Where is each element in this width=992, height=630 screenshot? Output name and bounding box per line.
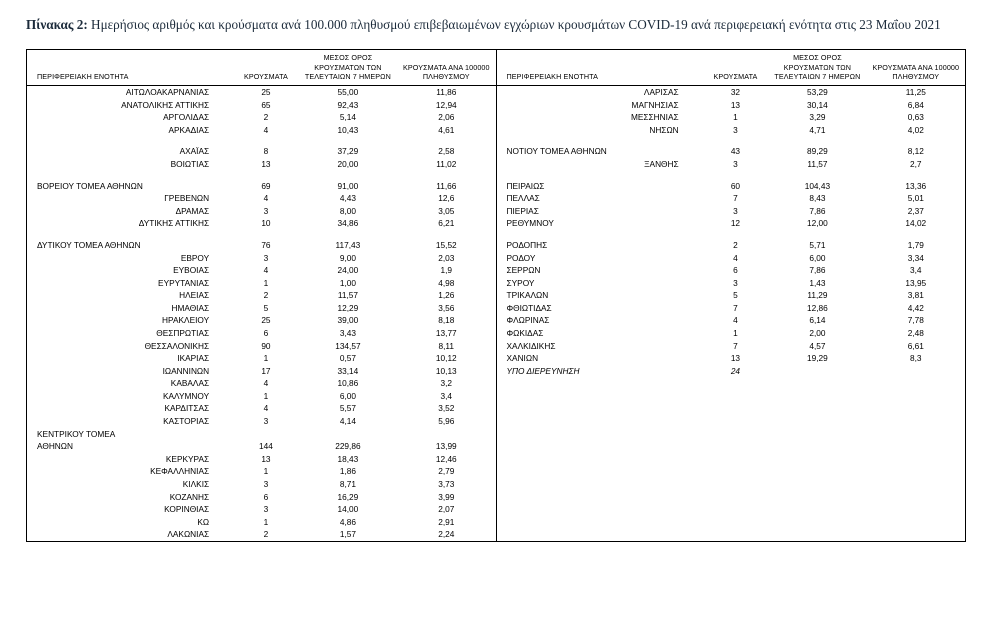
cell-region: ΑΧΑΪΑΣ [179,146,210,157]
table-row-spacer [27,136,496,145]
table-row [497,86,966,99]
cell-per100k: 10,12 [435,353,457,364]
cell-avg: 11,29 [807,290,828,301]
table-row-spacer [497,136,966,145]
cell-avg: 2,00 [809,328,826,338]
cell-avg: 4,43 [339,193,356,204]
cell-per100k: 12,6 [438,193,455,204]
cell-cases: 4 [263,124,269,135]
table-left [27,50,496,540]
table-row [27,239,496,252]
cell-region: ΜΑΓΝΗΣΙΑΣ [631,99,679,110]
table-row [27,352,496,365]
table-row [497,314,966,327]
cell-cases: 4 [263,193,269,204]
cell-cases: 2 [263,529,269,540]
cell-cases: 7 [733,193,738,204]
cell-per100k: 2,03 [438,252,455,263]
cell-cases: 8 [263,146,269,157]
cell-cases: 4 [733,252,738,263]
cell-cases: 43 [730,146,741,157]
table-row [27,453,496,466]
cell-avg: 39,00 [337,315,359,326]
cell-avg: 53,29 [807,87,828,98]
cell-avg: 10,86 [337,378,359,389]
table-row-spacer [27,230,496,239]
table-row [497,352,966,365]
table-row [27,277,496,290]
cell-region: ΛΑΚΩΝΙΑΣ [167,529,210,540]
table-row [27,289,496,302]
cell-region: ΑΡΚΑΔΙΑΣ [168,124,210,135]
cell-avg: 6,00 [809,252,826,263]
cell-avg: 16,29 [337,491,359,502]
cell-region: ΚΟΡΙΝΘΙΑΣ [164,504,210,515]
table-row [497,205,966,218]
cell-avg: 24,00 [337,265,359,276]
cell-avg: 5,14 [339,112,356,123]
cell-avg: 134,57 [335,340,361,351]
table-row [27,314,496,327]
table-row [497,99,966,112]
table-row [497,365,966,378]
cell-avg: 8,00 [339,205,356,216]
table-row [27,478,496,491]
cell-per100k: 1,9 [440,265,453,276]
cell-region: ΠΕΙΡΑΙΩΣ [506,180,545,191]
header-cases-left: ΚΡΟΥΣΜΑΤΑ [233,50,299,85]
cell-cases: 4 [263,378,269,389]
cell-per100k [867,365,965,378]
cell-cases: 3 [263,478,269,489]
cell-per100k: 13,36 [905,180,927,191]
cell-per100k: 4,02 [907,124,924,135]
cell-region: ΠΕΛΛΑΣ [506,193,540,204]
table-row [27,339,496,352]
cell-per100k: 8,11 [438,340,455,351]
cell-cases: 60 [730,180,741,191]
cell-avg: 8,43 [809,193,826,204]
cell-per100k: 13,99 [435,441,457,452]
cell-avg: 4,57 [809,340,826,351]
cell-cases: 3 [733,205,738,216]
cell-per100k: 8,12 [907,146,924,157]
cell-cases: 7 [733,340,738,351]
cell-cases: 24 [730,365,741,376]
cell-per100k: 4,42 [907,302,924,313]
cell-avg: 5,57 [339,403,356,414]
cell-cases: 6 [733,265,738,276]
cell-avg: 30,14 [807,99,828,110]
cell-avg: 8,71 [339,478,356,489]
cell-avg: 37,29 [337,146,359,157]
table-row [497,264,966,277]
cell-per100k: 1,26 [438,290,455,301]
cell-avg: 33,14 [337,365,359,376]
table-row [497,158,966,171]
cell-per100k: 3,81 [907,290,924,301]
cell-avg: 4,71 [809,124,826,135]
table-row-spacer [497,230,966,239]
table-row [27,145,496,158]
cell-cases: 13 [261,453,271,464]
cell-per100k: 2,79 [438,466,455,477]
table-row [27,264,496,277]
cell-avg [768,365,866,378]
cell-region: ΥΠΟ ΔΙΕΡΕΥΝΗΣΗ [506,365,580,376]
cell-cases: 1 [263,390,269,401]
cell-region: ΣΕΡΡΩΝ [506,265,541,276]
cell-avg: 9,00 [339,252,356,263]
cell-cases: 2 [263,112,269,123]
table-row [27,205,496,218]
cell-cases: 13 [730,99,741,110]
cell-region: ΚΩ [197,516,210,527]
cell-cases: 13 [730,353,741,364]
cell-avg: 5,71 [809,239,826,250]
header-region-left: ΠΕΡΙΦΕΡΕΙΑΚΗ ΕΝΟΤΗΤΑ [27,50,233,85]
cell-avg [299,427,397,440]
cell-avg: 11,57 [337,290,358,301]
cell-cases: 13 [261,159,271,170]
cell-cases: 76 [261,239,271,250]
cell-cases: 10 [261,218,271,229]
cell-per100k: 3,34 [907,252,924,263]
cell-region: ΔΥΤΙΚΗΣ ΑΤΤΙΚΗΣ [138,218,210,229]
cell-avg: 3,29 [809,112,826,123]
cell-per100k: 10,13 [435,365,457,376]
cell-cases: 1 [263,516,269,527]
cell-per100k: 11,02 [436,159,457,170]
cell-avg: 89,29 [807,146,828,157]
cell-avg: 55,00 [337,87,359,98]
cell-region: ΗΜΑΘΙΑΣ [171,302,210,313]
cell-cases: 1 [733,328,738,338]
table-row [497,145,966,158]
covid-cases-table [26,49,966,541]
cell-region: ΑΡΓΟΛΙΔΑΣ [163,112,210,123]
cell-avg: 4,86 [339,516,356,527]
cell-region: ΗΡΑΚΛΕΙΟΥ [162,315,210,326]
cell-region: ΗΛΕΙΑΣ [179,290,210,301]
cell-region: ΛΑΡΙΣΑΣ [643,87,679,98]
table-row [497,289,966,302]
table-row [27,503,496,516]
cell-region: ΚΕΝΤΡΙΚΟΥ ΤΟΜΕΑ [37,428,116,439]
table-row [497,192,966,205]
cell-per100k: 3,4 [440,390,453,401]
table-row-spacer [497,171,966,180]
cell-cases: 7 [733,302,738,313]
cell-cases: 3 [733,277,738,288]
table-right [497,50,966,377]
header-per100k-right: ΚΡΟΥΣΜΑΤΑ ΑΝΑ 100000 ΠΛΗΘΥΣΜΟΥ [867,50,965,85]
caption-label: Πίνακας 2: [26,17,88,32]
cell-per100k: 2,24 [438,529,455,540]
cell-region: ΔΥΤΙΚΟΥ ΤΟΜΕΑ ΑΘΗΝΩΝ [37,239,141,250]
cell-avg: 19,29 [807,353,828,364]
cell-region: ΡΟΔΟΥ [506,252,536,263]
table-row [27,365,496,378]
cell-avg: 12,86 [807,302,828,313]
cell-region: ΠΙΕΡΙΑΣ [506,205,539,216]
table-row [27,516,496,529]
cell-avg: 10,43 [337,124,359,135]
cell-per100k: 2,06 [438,112,455,123]
table-row [497,217,966,230]
cell-region: ΚΙΛΚΙΣ [182,478,210,489]
cell-per100k: 3,73 [438,478,455,489]
cell-region: ΑΘΗΝΩΝ [37,441,73,452]
header-avg-right: ΜΕΣΟΣ ΟΡΟΣ ΚΡΟΥΣΜΑΤΩΝ ΤΩΝ ΤΕΛΕΥΤΑΙΩΝ 7 ΗΜΕΡΩΝ [768,50,866,85]
cell-region: ΡΟΔΟΠΗΣ [506,239,548,250]
table-row [27,158,496,171]
cell-cases: 12 [730,218,741,229]
cell-region: ΘΕΣΣΑΛΟΝΙΚΗΣ [144,340,210,351]
cell-region: ΚΑΛΥΜΝΟΥ [162,390,210,401]
cell-avg: 7,86 [809,205,826,216]
cell-cases: 1 [263,353,269,364]
cell-region: ΤΡΙΚΑΛΩΝ [506,290,549,301]
header-avg-left: ΜΕΣΟΣ ΟΡΟΣ ΚΡΟΥΣΜΑΤΩΝ ΤΩΝ ΤΕΛΕΥΤΑΙΩΝ 7 ΗΜΕΡΩΝ [299,50,397,85]
table-row-spacer [27,171,496,180]
cell-region: ΚΑΣΤΟΡΙΑΣ [163,416,210,427]
table-row [27,111,496,124]
cell-avg: 3,43 [339,328,356,338]
table-row [27,528,496,541]
cell-per100k: 11,25 [905,87,926,98]
cell-cases: 3 [733,159,738,170]
table-row [27,440,496,453]
cell-cases: 2 [733,239,738,250]
cell-per100k: 3,2 [440,378,453,389]
cell-avg: 6,14 [809,315,826,326]
cell-per100k: 2,07 [438,504,455,515]
cell-region: ΓΡΕΒΕΝΩΝ [164,193,210,204]
cell-region: ΚΕΡΚΥΡΑΣ [165,453,210,464]
table-row [27,377,496,390]
cell-per100k: 12,94 [435,99,457,110]
table-row [27,465,496,478]
cell-avg: 12,29 [337,302,359,313]
cell-avg: 14,00 [337,504,359,515]
cell-per100k: 5,01 [907,193,924,204]
cell-region: ΑΙΤΩΛΟΑΚΑΡΝΑΝΙΑΣ [125,87,210,98]
cell-region: ΒΟΙΩΤΙΑΣ [170,159,210,170]
cell-avg: 0,57 [339,353,356,364]
cell-region: ΙΩΑΝΝΙΝΩΝ [162,365,210,376]
table-row [27,415,496,428]
cell-cases: 25 [261,315,271,326]
cell-per100k: 12,46 [435,453,457,464]
cell-cases: 144 [259,441,273,452]
cell-region: ΑΝΑΤΟΛΙΚΗΣ ΑΤΤΙΚΗΣ [121,99,210,110]
cell-avg: 229,86 [335,441,361,452]
cell-per100k: 2,58 [438,146,455,157]
cell-per100k: 15,52 [435,239,457,250]
cell-region: ΦΛΩΡΙΝΑΣ [506,315,550,326]
header-region-right: ΠΕΡΙΦΕΡΕΙΑΚΗ ΕΝΟΤΗΤΑ [497,50,703,85]
table-row [497,327,966,340]
cell-cases: 1 [263,466,269,477]
cell-cases: 5 [733,290,738,301]
cell-cases: 3 [263,504,269,515]
cell-per100k: 6,61 [907,340,924,351]
cell-avg: 6,00 [339,390,356,401]
cell-avg: 12,00 [807,218,828,229]
cell-avg: 20,00 [337,159,359,170]
cell-per100k: 4,98 [438,277,455,288]
table-row [497,239,966,252]
table-caption [26,14,966,35]
cell-per100k: 3,99 [438,491,455,502]
cell-per100k: 4,61 [438,124,455,135]
table-row [497,124,966,137]
table-right-half [496,50,965,540]
cell-avg: 4,14 [339,416,356,427]
cell-cases: 65 [261,99,271,110]
table-row [27,327,496,340]
cell-region: ΝΟΤΙΟΥ ΤΟΜΕΑ ΑΘΗΝΩΝ [506,146,607,157]
cell-avg: 7,86 [809,265,826,276]
cell-per100k: 2,7 [910,159,922,170]
cell-cases: 3 [733,124,738,135]
cell-per100k: 2,91 [438,516,455,527]
cell-region: ΚΟΖΑΝΗΣ [169,491,210,502]
header-per100k-left: ΚΡΟΥΣΜΑΤΑ ΑΝΑ 100000 ΠΛΗΘΥΣΜΟΥ [397,50,495,85]
cell-per100k: 2,37 [907,205,924,216]
table-row [27,217,496,230]
cell-cases: 90 [261,340,271,351]
cell-region: ΒΟΡΕΙΟΥ ΤΟΜΕΑ ΑΘΗΝΩΝ [37,180,143,191]
cell-per100k: 6,21 [438,218,455,229]
cell-region: ΞΑΝΘΗΣ [644,159,679,170]
cell-cases: 32 [730,87,741,98]
cell-avg: 104,43 [804,180,831,191]
cell-region: ΚΑΒΑΛΑΣ [170,378,210,389]
cell-avg: 34,86 [337,218,359,229]
cell-per100k: 5,96 [438,416,455,427]
cell-cases: 4 [263,265,269,276]
cell-avg: 1,57 [339,529,356,540]
table-row [27,402,496,415]
table-row [27,390,496,403]
cell-per100k: 3,56 [438,302,455,313]
cell-per100k: 13,77 [435,328,457,338]
table-row [27,302,496,315]
cell-per100k: 8,3 [910,353,922,364]
cell-region: ΧΑΝΙΩΝ [506,353,539,364]
cell-cases: 4 [263,403,269,414]
cell-per100k: 14,02 [905,218,927,229]
cell-region: ΧΑΛΚΙΔΙΚΗΣ [506,340,556,351]
cell-per100k: 8,18 [438,315,455,326]
table-row [27,192,496,205]
caption-text: Ημερήσιος αριθμός και κρούσματα ανά 100.000 πληθυσμού επιβεβαιωμένων εγχώριων κρουσμάτων COVID-19 ανά περιφερειακή ενότητα στις 23 Μαΐου 2021 [87,17,941,32]
cell-avg: 18,43 [337,453,359,464]
cell-region: ΚΕΦΑΛΛΗΝΙΑΣ [150,466,210,477]
cell-avg: 92,43 [337,99,359,110]
cell-region: ΜΕΣΣΗΝΙΑΣ [630,112,679,123]
cell-region: ΦΘΙΩΤΙΔΑΣ [506,302,552,313]
table-row [497,302,966,315]
cell-avg: 1,00 [339,277,356,288]
header-cases-right: ΚΡΟΥΣΜΑΤΑ [703,50,769,85]
cell-per100k: 11,86 [436,87,457,98]
cell-cases: 5 [263,302,269,313]
cell-region: ΕΥΡΥΤΑΝΙΑΣ [158,277,210,288]
cell-cases: 25 [261,87,271,98]
cell-region: ΡΕΘΥΜΝΟΥ [506,218,554,229]
table-row [27,180,496,193]
cell-per100k: 11,66 [436,180,457,191]
cell-per100k: 2,48 [907,328,924,338]
cell-avg: 1,86 [339,466,356,477]
table-row [497,277,966,290]
cell-cases: 1 [263,277,269,288]
cell-region: ΕΒΡΟΥ [180,252,210,263]
cell-region: ΙΚΑΡΙΑΣ [177,353,210,364]
cell-region: ΝΗΣΩΝ [649,124,679,135]
table-left-half [27,50,496,540]
cell-cases: 4 [733,315,738,326]
cell-avg: 117,43 [335,239,361,250]
cell-per100k: 3,05 [438,205,455,216]
cell-region: ΣΥΡΟΥ [506,277,535,288]
table-row [497,180,966,193]
cell-region: ΚΑΡΔΙΤΣΑΣ [164,403,210,414]
cell-per100k: 3,4 [910,265,922,276]
cell-per100k: 1,79 [907,239,924,250]
cell-region: ΦΩΚΙΔΑΣ [506,328,544,338]
cell-cases: 3 [263,416,269,427]
cell-region: ΔΡΑΜΑΣ [175,205,210,216]
cell-cases: 3 [263,252,269,263]
cell-per100k: 3,52 [438,403,455,414]
table-row [497,339,966,352]
cell-per100k: 7,78 [907,315,924,326]
cell-region: ΘΕΣΠΡΩΤΙΑΣ [156,328,210,338]
table-row [27,251,496,264]
cell-cases: 2 [263,290,269,301]
cell-cases: 6 [263,491,269,502]
cell-per100k: 13,95 [905,277,927,288]
cell-avg: 91,00 [337,180,359,191]
cell-per100k: 6,84 [907,99,924,110]
cell-cases: 17 [261,365,271,376]
cell-cases [233,427,299,440]
table-row [27,490,496,503]
cell-avg: 1,43 [809,277,826,288]
cell-cases: 6 [263,328,269,338]
cell-cases: 1 [733,112,738,123]
table-row [27,99,496,112]
cell-region: ΕΥΒΟΙΑΣ [173,265,210,276]
cell-per100k [397,427,495,440]
cell-per100k: 0,63 [907,112,924,123]
cell-cases: 69 [261,180,271,191]
table-row [27,86,496,99]
table-row [497,251,966,264]
table-row [27,124,496,137]
cell-avg: 11,57 [807,159,828,170]
table-row [497,111,966,124]
table-row [27,427,496,440]
cell-cases: 3 [263,205,269,216]
